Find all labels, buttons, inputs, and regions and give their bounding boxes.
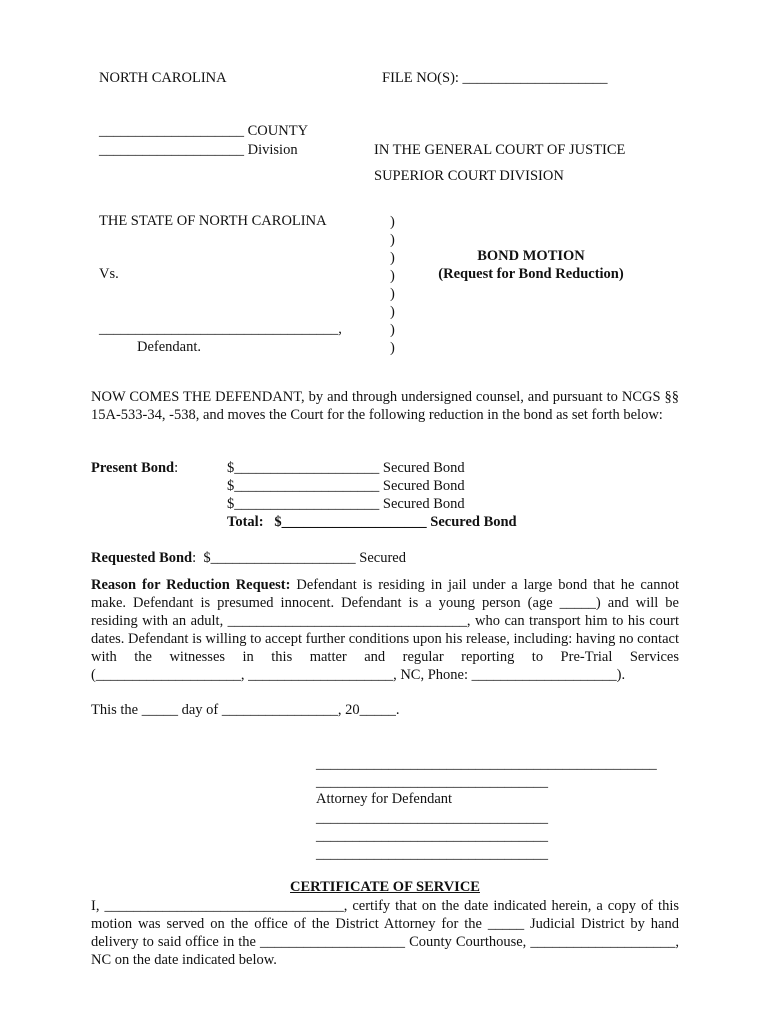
paren: ) bbox=[390, 286, 395, 302]
present-bond-label: Present Bond bbox=[91, 460, 175, 476]
requested-bond-amount: : $____________________ Secured bbox=[192, 550, 406, 566]
paren: ) bbox=[390, 250, 395, 266]
address-line: ________________________________ bbox=[316, 828, 548, 844]
attorney-label: Attorney for Defendant bbox=[316, 791, 453, 807]
defendant-label: Defendant. bbox=[137, 339, 202, 355]
requested-bond-line bbox=[91, 550, 406, 567]
plaintiff-name: THE STATE OF NORTH CAROLINA bbox=[99, 213, 327, 229]
file-number-field: FILE NO(S): ____________________ bbox=[382, 70, 608, 86]
intro-paragraph: NOW COMES THE DEFENDANT, by and through undersigned counsel, and pursuant to NCGS §§ 15A-533-34, -538, and moves the Court for the following reduction in the bond as set forth below: bbox=[91, 389, 679, 423]
present-bond-line-2: $____________________ Secured Bond bbox=[227, 478, 465, 494]
signature-line: _______________________________________________ bbox=[316, 756, 657, 772]
certificate-paragraph: I, _________________________________, certify that on the date indicated herein, a copy of this motion was served on the office of the District Attorney for the _____ Judicial District by hand delivery to said office in the ____________________ County Courthouse, ____________________, NC on the date indicated below. bbox=[91, 898, 679, 968]
county-field: ____________________ COUNTY bbox=[99, 123, 309, 139]
versus-label: Vs. bbox=[99, 266, 119, 282]
reason-paragraph bbox=[91, 576, 679, 684]
paren: ) bbox=[390, 268, 395, 284]
reason-text: Defendant is residing in jail under a large bond that he cannot make. Defendant is presumed innocent. Defendant is a young person (age _____) and will be residing with an adult, _________________________________, who can transport him to his court dates. Defendant is willing to accept further conditions upon his release, including: having no contact with the witnesses in this matter and regular reporting to Pre-Trial Services (____________________, ____________________, NC, Phone: ____________________). bbox=[91, 577, 679, 683]
present-bond-colon: : bbox=[174, 460, 179, 476]
present-bond-total: Total: $____________________ Secured Bond bbox=[227, 514, 517, 530]
reason-label: Reason for Reduction Request: bbox=[91, 577, 291, 593]
defendant-name-field: _________________________________, bbox=[99, 321, 342, 337]
state-heading: NORTH CAROLINA bbox=[99, 70, 227, 86]
date-line: This the _____ day of ________________, 20_____. bbox=[91, 702, 400, 718]
court-name: IN THE GENERAL COURT OF JUSTICE bbox=[374, 142, 626, 158]
division-field: ____________________ Division bbox=[99, 142, 298, 158]
paren: ) bbox=[390, 232, 395, 248]
signature-name-line: ________________________________ bbox=[316, 774, 548, 790]
present-bond-line-3: $____________________ Secured Bond bbox=[227, 496, 465, 512]
address-line: ________________________________ bbox=[316, 810, 548, 826]
requested-bond-label: Requested Bond bbox=[91, 550, 193, 566]
caption-parentheses bbox=[390, 213, 395, 357]
certificate-title: CERTIFICATE OF SERVICE bbox=[290, 879, 480, 895]
motion-subtitle: (Request for Bond Reduction) bbox=[438, 266, 624, 282]
address-line: ________________________________ bbox=[316, 846, 548, 862]
present-bond-line-1: $____________________ Secured Bond bbox=[227, 460, 465, 476]
present-bond-heading bbox=[91, 460, 178, 477]
paren: ) bbox=[390, 304, 395, 320]
paren: ) bbox=[390, 340, 395, 356]
paren: ) bbox=[390, 322, 395, 338]
paren: ) bbox=[390, 214, 395, 230]
court-division: SUPERIOR COURT DIVISION bbox=[374, 168, 564, 184]
motion-title: BOND MOTION bbox=[477, 248, 585, 264]
